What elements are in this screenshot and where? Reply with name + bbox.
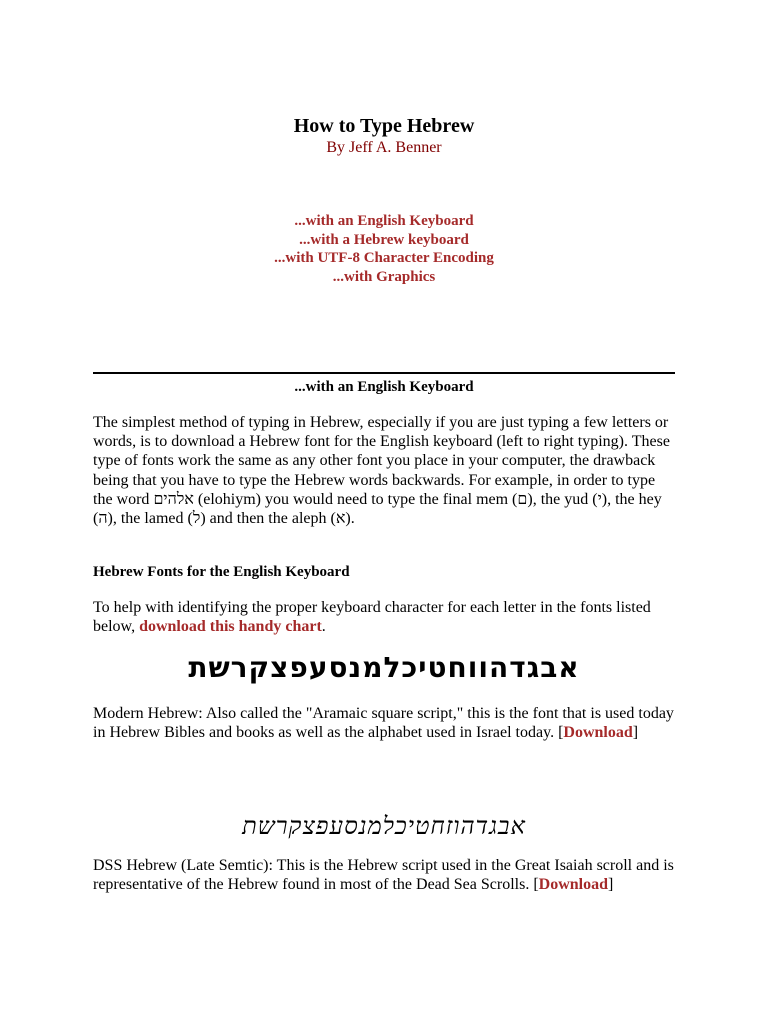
toc-link-graphics[interactable]: ...with Graphics [332, 269, 436, 286]
bracket-close: ] [608, 876, 614, 894]
author-byline: By Jeff A. Benner [326, 139, 442, 156]
dss-hebrew-alphabet-sample: אבגדהוזחטיכלמנסעפצקרשת [242, 812, 526, 840]
download-chart-link[interactable]: download this handy chart [139, 618, 322, 636]
intro-text-part2: (elohiym) you would need to type the final mem (ם), the yud (י), the hey (ה), the lamed (ל) and then the aleph (א). [93, 490, 662, 528]
section-heading: ...with an English Keyboard [294, 379, 474, 395]
modern-hebrew-alphabet-sample: אבגדהווחטיכלמנסעפצקרשת [188, 651, 580, 684]
table-of-contents [0, 212, 768, 287]
intro-paragraph [93, 413, 675, 528]
modern-hebrew-download-link[interactable]: Download [563, 724, 633, 742]
toc-link-english-keyboard[interactable]: ...with an English Keyboard [294, 213, 474, 229]
hebrew-word-elohiym: אלהים [153, 490, 194, 508]
chart-paragraph [93, 598, 675, 636]
chart-text: To help with identifying the proper keyboard character for each letter in the fonts listed below, [93, 599, 651, 636]
fonts-subheading: Hebrew Fonts for the English Keyboard [93, 564, 350, 580]
dss-hebrew-paragraph [93, 856, 675, 894]
intro-text-part1: The simplest method of typing in Hebrew, especially if you are just typing a few letters or words, is to download a Hebrew font for the English keyboard (left to right typing). These type of fonts work the same as any other font you place in your computer, the drawback being that you have to type the Hebrew words backwards. For example, in order to type the word [93, 414, 670, 508]
dss-hebrew-text: DSS Hebrew (Late Semtic): This is the Hebrew script used in the Great Isaiah scroll and is representative of the Hebrew found in most of the Dead Sea Scrolls. [ [93, 857, 674, 894]
toc-link-hebrew-keyboard[interactable]: ...with a Hebrew keyboard [299, 231, 469, 248]
bracket-close: ] [632, 724, 639, 742]
modern-hebrew-text: Modern Hebrew: Also called the "Aramaic square script," this is the font that is used today in Hebrew Bibles and books as well as the alphabet used in Israel today. [ [93, 705, 674, 742]
modern-hebrew-paragraph [93, 704, 675, 742]
chart-text-end: . [321, 618, 326, 636]
toc-link-utf8-encoding[interactable]: ...with UTF-8 Character Encoding [274, 250, 494, 267]
dss-hebrew-download-link[interactable]: Download [538, 876, 608, 894]
horizontal-rule [93, 372, 675, 374]
page-title: How to Type Hebrew [293, 115, 475, 137]
